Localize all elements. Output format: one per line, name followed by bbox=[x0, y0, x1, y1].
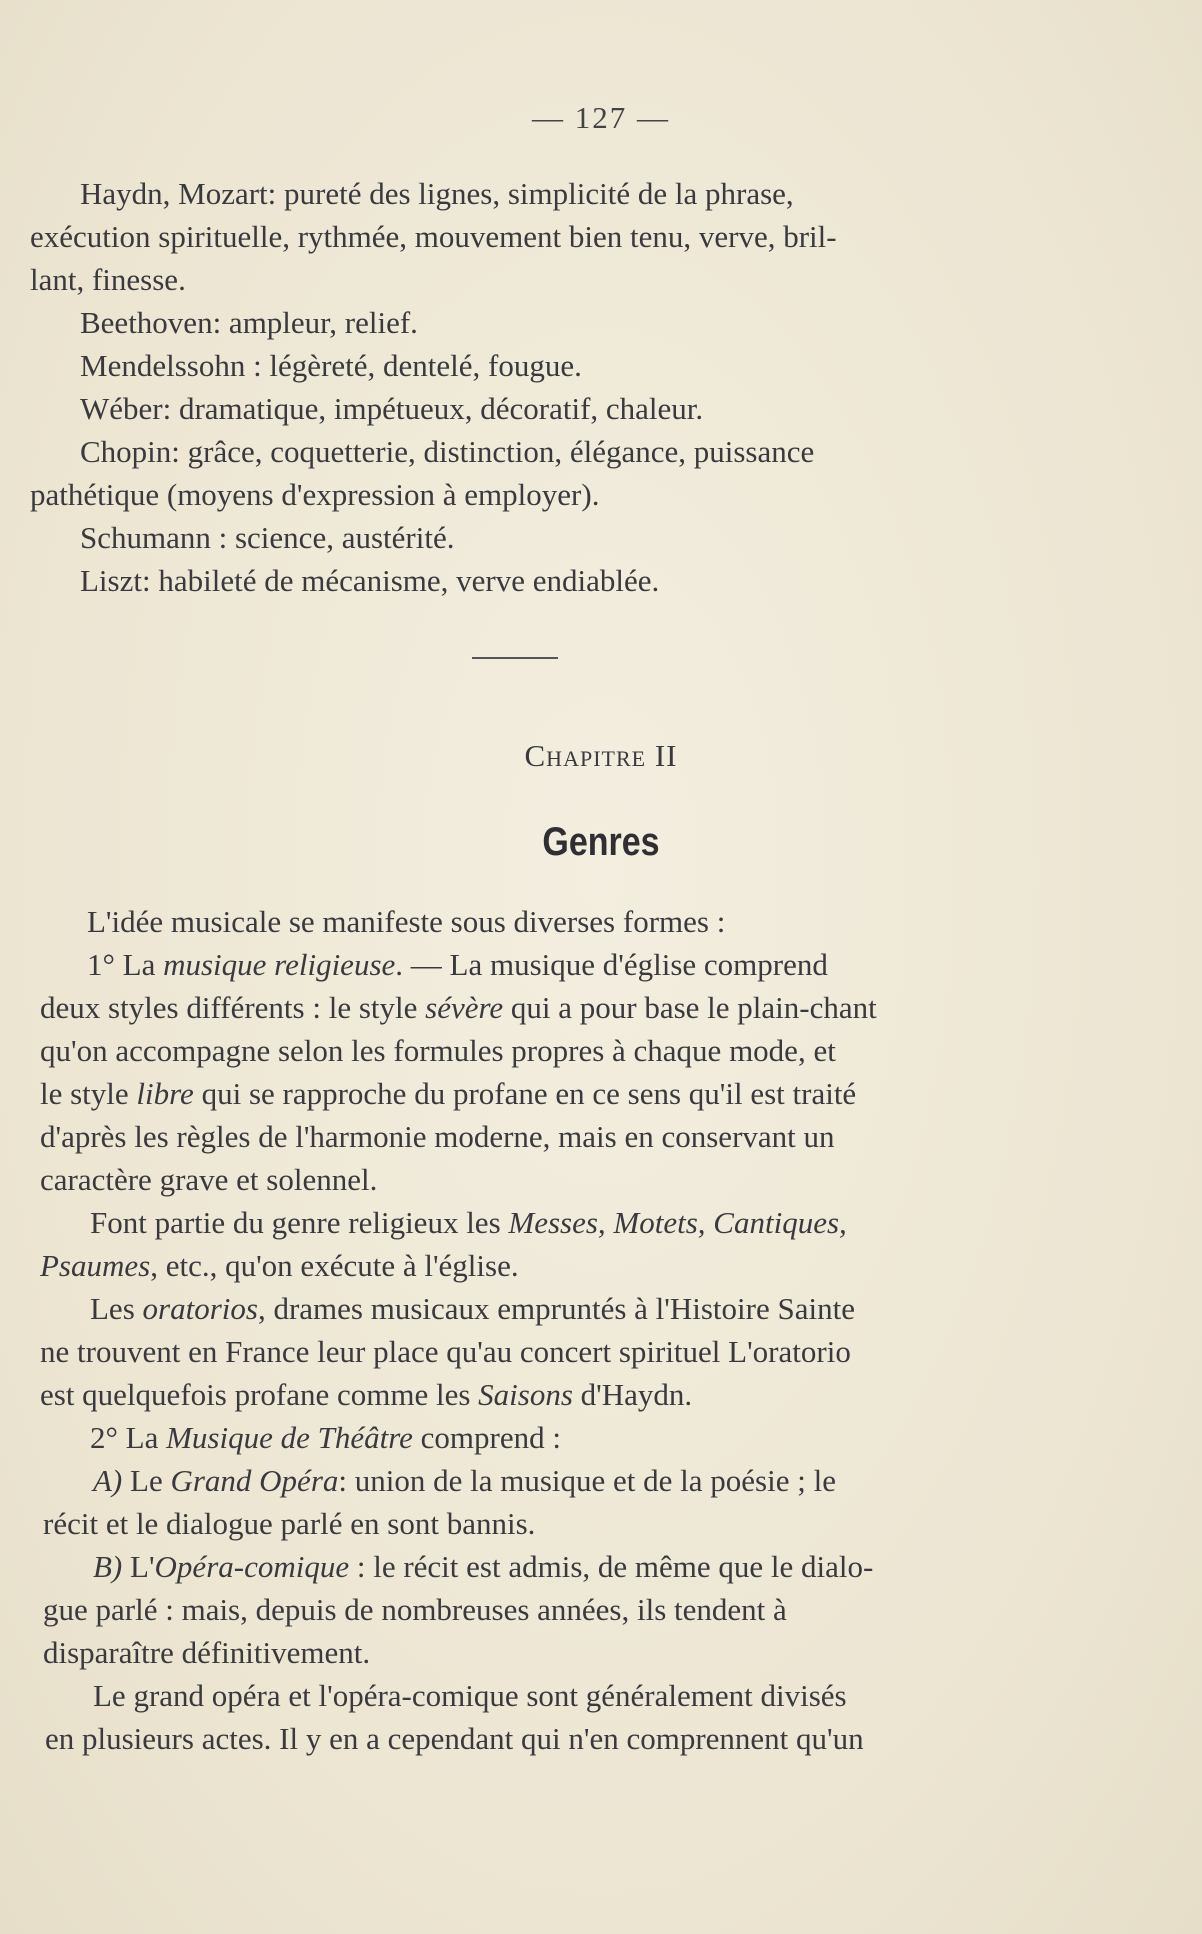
text-line: exécution spirituelle, rythmée, mouvement bien tenu, verve, bril- bbox=[30, 219, 837, 254]
chapter-word: Chapitre bbox=[524, 738, 647, 773]
body-line: qu'on accompagne selon les formules propres à chaque mode, et bbox=[40, 1033, 836, 1068]
body-line: caractère grave et solennel. bbox=[40, 1162, 378, 1197]
body-line: A) Le Grand Opéra: union de la musique et de la poésie ; le bbox=[93, 1463, 836, 1498]
text-line: Wéber: dramatique, impétueux, décoratif, chaleur. bbox=[80, 391, 704, 426]
body-line: B) L'Opéra-comique : le récit est admis, de même que le dialo- bbox=[93, 1549, 874, 1584]
section-heading: Genres bbox=[542, 820, 660, 864]
body-line: 1° La musique religieuse. — La musique d'église comprend bbox=[87, 947, 828, 982]
text-line: Haydn, Mozart: pureté des lignes, simplicité de la phrase, bbox=[80, 176, 794, 211]
body-line: Le grand opéra et l'opéra-comique sont généralement divisés bbox=[93, 1678, 847, 1713]
text-line: Chopin: grâce, coquetterie, distinction, élégance, puissance bbox=[80, 434, 815, 469]
chapter-numeral: II bbox=[654, 738, 678, 773]
body-line: Font partie du genre religieux les Messes, Motets, Cantiques, bbox=[90, 1205, 847, 1240]
body-line: ne trouvent en France leur place qu'au concert spirituel L'oratorio bbox=[40, 1334, 851, 1369]
body-line: Psaumes, etc., qu'on exécute à l'église. bbox=[40, 1248, 519, 1283]
body-line: récit et le dialogue parlé en sont bannis. bbox=[43, 1506, 536, 1541]
body-line: gue parlé : mais, depuis de nombreuses années, ils tendent à bbox=[43, 1592, 787, 1627]
text-line: Mendelssohn : légèreté, dentelé, fougue. bbox=[80, 348, 582, 383]
body-line: d'après les règles de l'harmonie moderne, mais en conservant un bbox=[40, 1119, 835, 1154]
text-line: Schumann : science, austérité. bbox=[80, 520, 455, 555]
body-line: le style libre qui se rapproche du profane en ce sens qu'il est traité bbox=[40, 1076, 857, 1111]
text-line: lant, finesse. bbox=[30, 262, 186, 297]
page-number: — 127 — bbox=[532, 100, 670, 135]
text-line: pathétique (moyens d'expression à employer). bbox=[30, 477, 600, 512]
body-line: Les oratorios, drames musicaux empruntés à l'Histoire Sainte bbox=[90, 1291, 855, 1326]
body-line: 2° La Musique de Théâtre comprend : bbox=[90, 1420, 561, 1455]
body-line: en plusieurs actes. Il y en a cependant qui n'en comprennent qu'un bbox=[45, 1721, 864, 1756]
chapter-label bbox=[0, 738, 1202, 774]
body-line: disparaître définitivement. bbox=[43, 1635, 371, 1670]
body-line: deux styles différents : le style sévère qui a pour base le plain-chant bbox=[40, 990, 877, 1025]
text-line: Beethoven: ampleur, relief. bbox=[80, 305, 418, 340]
body-line: est quelquefois profane comme les Saisons d'Haydn. bbox=[40, 1377, 693, 1412]
body-line: L'idée musicale se manifeste sous diverses formes : bbox=[87, 904, 726, 939]
section-divider bbox=[472, 657, 558, 659]
text-line: Liszt: habileté de mécanisme, verve endiablée. bbox=[80, 563, 660, 598]
